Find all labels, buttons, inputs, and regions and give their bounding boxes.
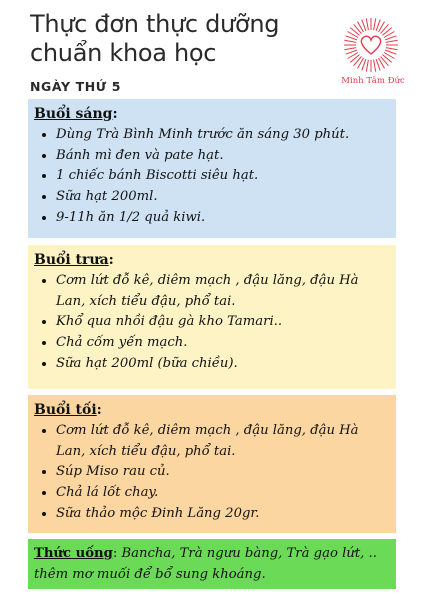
drink-heading: Thức uống	[34, 546, 113, 561]
brand-logo	[338, 16, 404, 96]
list-item: • 9-11h ăn 1/2 quả kiwi.	[56, 208, 390, 229]
list-item: • Cơm lứt đỗ kê, diêm mạch , đậu lăng, đậu Hà Lan, xích tiểu đậu, phổ tai.	[56, 421, 390, 462]
noon-section	[28, 245, 396, 389]
noon-heading: Buổi trưa:	[34, 252, 114, 268]
list-item: • Bánh mì đen và pate hạt.	[56, 146, 390, 167]
drink-text: Thức uống: Bancha, Trà ngưu bàng, Trà gạo lứt, .. thêm mơ muối để bổ sung khoáng.	[34, 546, 377, 582]
evening-section	[28, 395, 396, 533]
list-item: • Chả cốm yến mạch.	[56, 333, 390, 354]
evening-heading: Buổi tối:	[34, 402, 102, 418]
list-item: • Sữa hạt 200ml.	[56, 187, 390, 208]
brand-name: Minh Tâm Đức	[341, 76, 405, 86]
morning-section	[28, 99, 396, 238]
list-item: • Sữa thảo mộc Đinh Lăng 20gr.	[56, 504, 390, 525]
list-item: • Sữa hạt 200ml (bữa chiều).	[56, 354, 390, 375]
evening-list	[34, 421, 390, 525]
list-item: • 1 chiếc bánh Biscotti siêu hạt.	[56, 166, 390, 187]
morning-heading: Buổi sáng:	[34, 106, 118, 122]
list-item: • Dùng Trà Bình Minh trước ăn sáng 30 phút.	[56, 125, 390, 146]
list-item: • Cơm lứt đỗ kê, diêm mạch , đậu lăng, đậu Hà Lan, xích tiểu đậu, phổ tai.	[56, 271, 390, 312]
drink-body: Bancha, Trà ngưu bàng, Trà gạo lứt, .. thêm mơ muối để bổ sung khoáng.	[34, 546, 377, 582]
list-item: • Chả lá lốt chay.	[56, 483, 390, 504]
list-item: • Súp Miso rau củ.	[56, 462, 390, 483]
list-item: • Khổ qua nhồi đậu gà kho Tamari..	[56, 312, 390, 333]
heart-sunburst-icon	[340, 16, 402, 76]
drink-section	[28, 539, 396, 589]
noon-list	[34, 271, 390, 375]
morning-list	[34, 125, 390, 229]
day-label: NGÀY THỨ 5	[30, 79, 122, 94]
page-title: Thực đơn thực dưỡng chuẩn khoa học	[30, 10, 280, 67]
